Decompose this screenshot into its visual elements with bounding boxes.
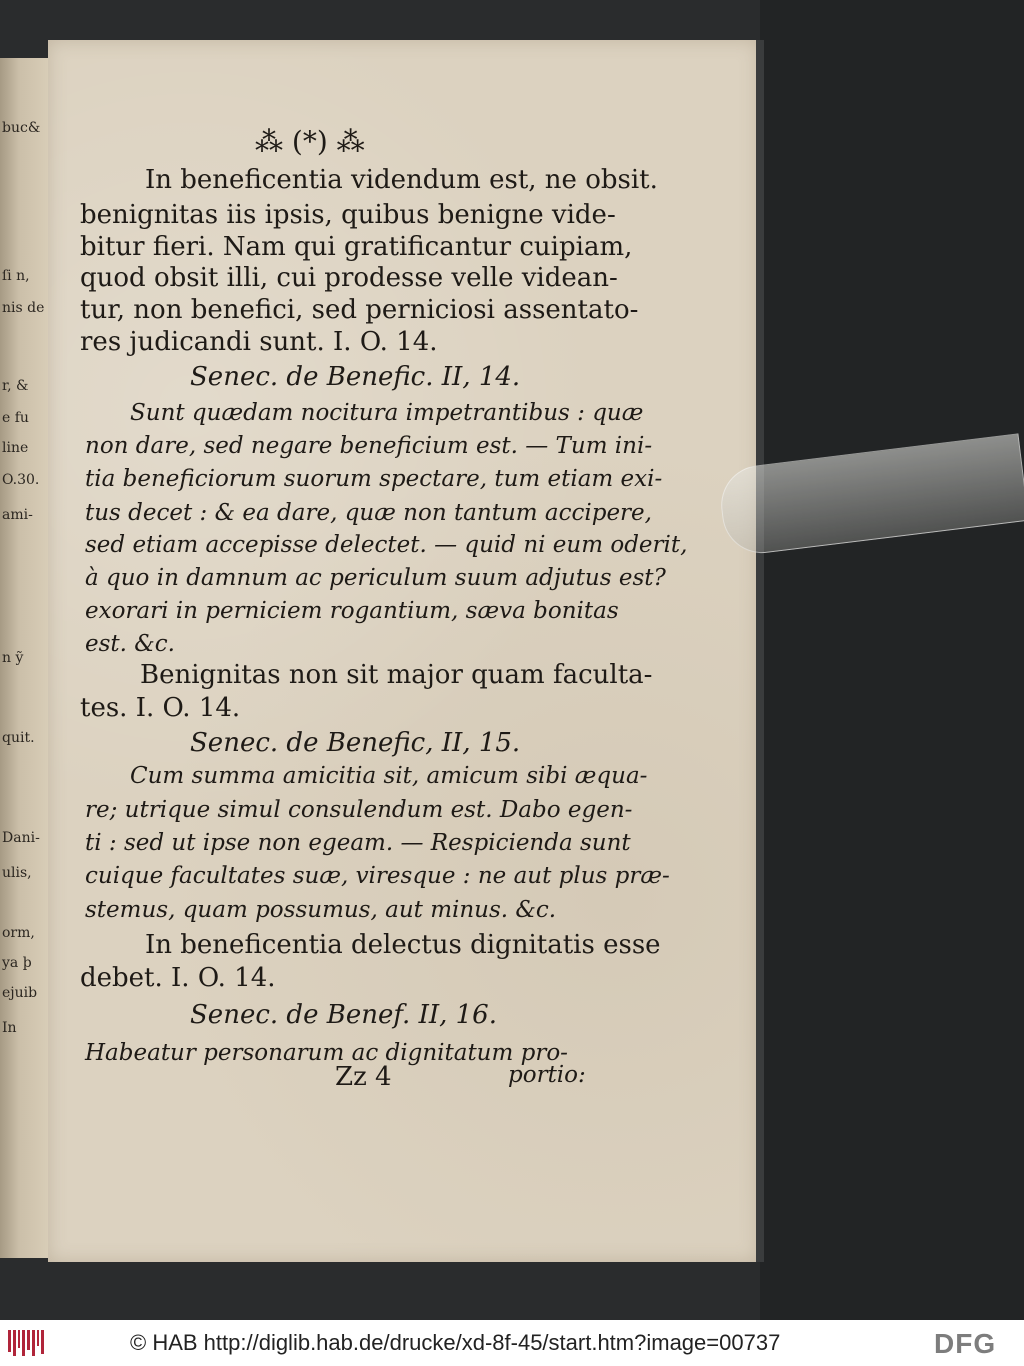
text-line: In beneficentia videndum est, ne obsit. [145,165,658,195]
left-page-fragment: n ỹ [2,650,24,666]
text-line: Sunt quædam nocitura impetrantibus : quæ [130,400,644,426]
text-line: ti : sed ut ipse non egeam. — Respicienda sunt [85,830,631,856]
section-heading: Senec. de Benefic, II, 15. [190,728,521,758]
text-line: cuique facultates suæ, viresque : ne aut plus præ- [85,863,670,889]
left-page-fragment: ejuib [2,985,38,1001]
text-line: tia beneficiorum suorum spectare, tum etiam exi- [85,466,663,492]
left-page-fragment: O.30. [2,472,40,488]
dfg-logo: DFG [934,1328,997,1359]
left-page-fragment: r, & [2,378,29,394]
left-page-fragment: e fu [2,410,29,426]
text-line: res judicandi sunt. I. O. 14. [80,327,438,357]
text-line: non dare, sed negare beneficium est. — Tum ini- [85,433,653,459]
text-line: bitur fieri. Nam qui gratificantur cuipiam, [80,232,633,262]
left-page-fragment: Dani- [2,830,40,846]
text-line: In beneficentia delectus dignitatis esse [145,930,661,960]
text-line: sed etiam accepisse delectet. — quid ni eum oderit, [85,532,688,558]
left-page-fragment: ulis, [2,865,32,881]
text-line: stemus, quam possumus, aut minus. &c. [85,897,557,923]
signature-mark: Zz 4 [335,1062,392,1092]
left-page-fragment: line [2,440,29,456]
left-page-fragment: buc& [2,120,41,136]
text-line: tur, non benefici, sed perniciosi assentato- [80,295,639,325]
left-page-fragment: nis de [2,300,45,316]
left-page-fragment: ya þ [2,955,32,971]
catchword: portio: [508,1062,586,1088]
hab-logo-icon [8,1330,44,1356]
footer-copyright[interactable]: © HAB http://diglib.hab.de/drucke/xd-8f-45/start.htm?image=00737 [130,1330,781,1355]
left-page-fragment: ami- [2,507,33,523]
left-page-fragment: ſi n, [2,268,30,284]
text-line: exorari in perniciem rogantium, sæva bonitas [85,598,619,624]
left-page-fragment: quit. [2,730,35,746]
left-page-fragment: orm, [2,925,35,941]
text-line: tes. I. O. 14. [80,693,241,723]
text-line: debet. I. O. 14. [80,963,276,993]
text-line: à quo in damnum ac periculum suum adjutus est? [85,565,666,591]
text-line: Benignitas non sit major quam faculta- [140,660,653,690]
page-header-ornament: ⁂ (*) ⁂ [255,125,365,158]
section-heading: Senec. de Benefic. II, 14. [190,362,521,392]
left-page-fragment: In [2,1020,17,1036]
text-line: quod obsit illi, cui prodesse velle videan- [80,263,618,293]
footer-bar [0,1320,1024,1366]
section-heading: Senec. de Benef. II, 16. [190,1000,497,1030]
text-line: Cum summa amicitia sit, amicum sibi æqua- [130,763,648,789]
page-edge [756,40,764,1262]
previous-page-edge [0,58,48,1258]
text-line: Habeatur personarum ac dignitatum pro- [85,1040,568,1066]
backdrop [760,0,1024,1320]
text-line: tus decet : & ea dare, quæ non tantum accipere, [85,500,652,526]
text-line: re; utrique simul consulendum est. Dabo egen- [85,797,633,823]
text-line: est. &c. [85,631,175,657]
text-line: benignitas iis ipsis, quibus benigne vide- [80,200,616,230]
